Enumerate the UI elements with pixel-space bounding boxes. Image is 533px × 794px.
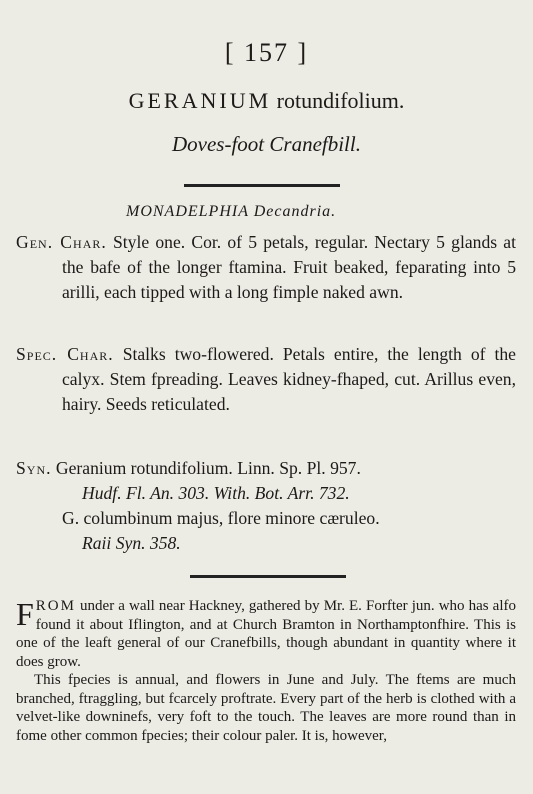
specific-character-label: Spec. Char. [16, 344, 114, 364]
common-name: Doves-foot Cranefbill. [172, 132, 361, 156]
synonym-line-3: G. columbinum majus, flore minore cæruleo. [62, 508, 380, 528]
generic-character-label: Gen. Char. [16, 232, 107, 252]
paragraph-1-text: under a wall near Hackney, gathered by Mr. E. Forfter jun. who has alfo found it about Iflington, and at Church Bramton in Northamptonfhire. This is one of the leaft general of our Cranefbills, though abundant in quantity where it does grow. [16, 598, 516, 670]
body-text [16, 597, 516, 745]
divider-top [184, 184, 340, 187]
specific-character-text: Stalks two-flowered. Petals entire, the length of the calyx. Stem fpreading. Leaves kidney-fhaped, cut. Arillus even, hairy. Seeds reticulated. [62, 344, 516, 414]
genus-name: GERANIUM [128, 88, 272, 113]
page-title [0, 88, 533, 114]
body-paragraph-1 [16, 597, 516, 671]
body-paragraph-2: This fpecies is annual, and flowers in June and July. The ftems are much branched, ftraggling, but fcarcely proftrate. Every part of the herb is clothed with a velvet-like downinefs, very foft to the touch. The leaves are more round than in fome other common fpecies; their colour paler. It is, however, [16, 672, 516, 744]
opening-caps: ROM [35, 598, 76, 614]
synonyms-label: Syn. [16, 458, 52, 478]
synonym-line-2: Hudf. Fl. An. 303. With. Bot. Arr. 732. [82, 483, 350, 503]
synonym-line-4: Raii Syn. 358. [82, 533, 181, 553]
order-name: Decandria. [253, 203, 337, 220]
species-name: rotundifolium. [276, 88, 405, 113]
page-number: [ 157 ] [224, 38, 309, 67]
divider-bottom [190, 575, 346, 578]
generic-character [16, 230, 516, 305]
classification [126, 203, 336, 221]
synonyms [16, 456, 516, 556]
drop-cap: F [16, 596, 34, 632]
synonym-line-1: Geranium rotundifolium. Linn. Sp. Pl. 957. [55, 458, 361, 478]
generic-character-text: Style one. Cor. of 5 petals, regular. Nectary 5 glands at the bafe of the longer ftamina. Fruit beaked, feparating into 5 arilli, each tipped with a long fimple naked awn. [62, 232, 517, 302]
specific-character [16, 342, 516, 417]
class-name: MONADELPHIA [126, 203, 249, 220]
